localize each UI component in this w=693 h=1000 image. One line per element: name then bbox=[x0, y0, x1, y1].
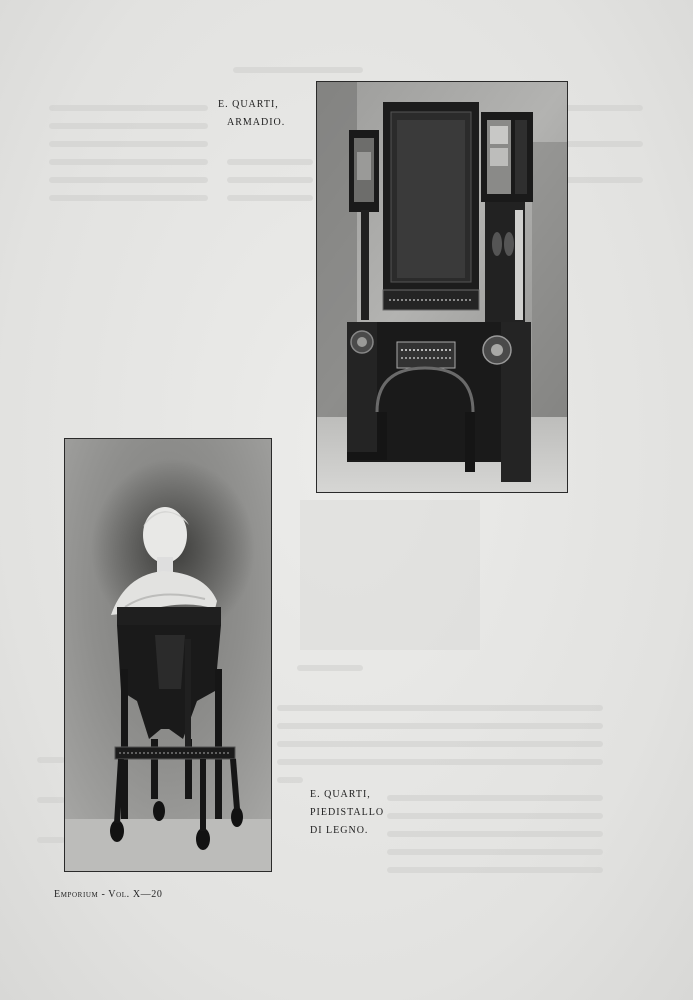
footer-text: Emporium - Vol. X—20 bbox=[54, 889, 163, 900]
cabinet-illustration bbox=[317, 82, 567, 492]
pedestal-photo bbox=[64, 438, 272, 872]
caption-line: DI LEGNO. bbox=[310, 825, 369, 836]
caption-line: E. QUARTI, bbox=[218, 99, 279, 110]
caption-line: E. QUARTI, bbox=[310, 789, 371, 800]
page-footer bbox=[54, 889, 162, 900]
pedestal-illustration bbox=[65, 439, 271, 871]
caption-line: PIEDISTALLO bbox=[310, 807, 385, 818]
caption-line: ARMADIO. bbox=[227, 117, 286, 128]
caption-armadio bbox=[218, 96, 285, 132]
cabinet-photo bbox=[316, 81, 568, 493]
caption-piedistallo bbox=[310, 786, 384, 840]
